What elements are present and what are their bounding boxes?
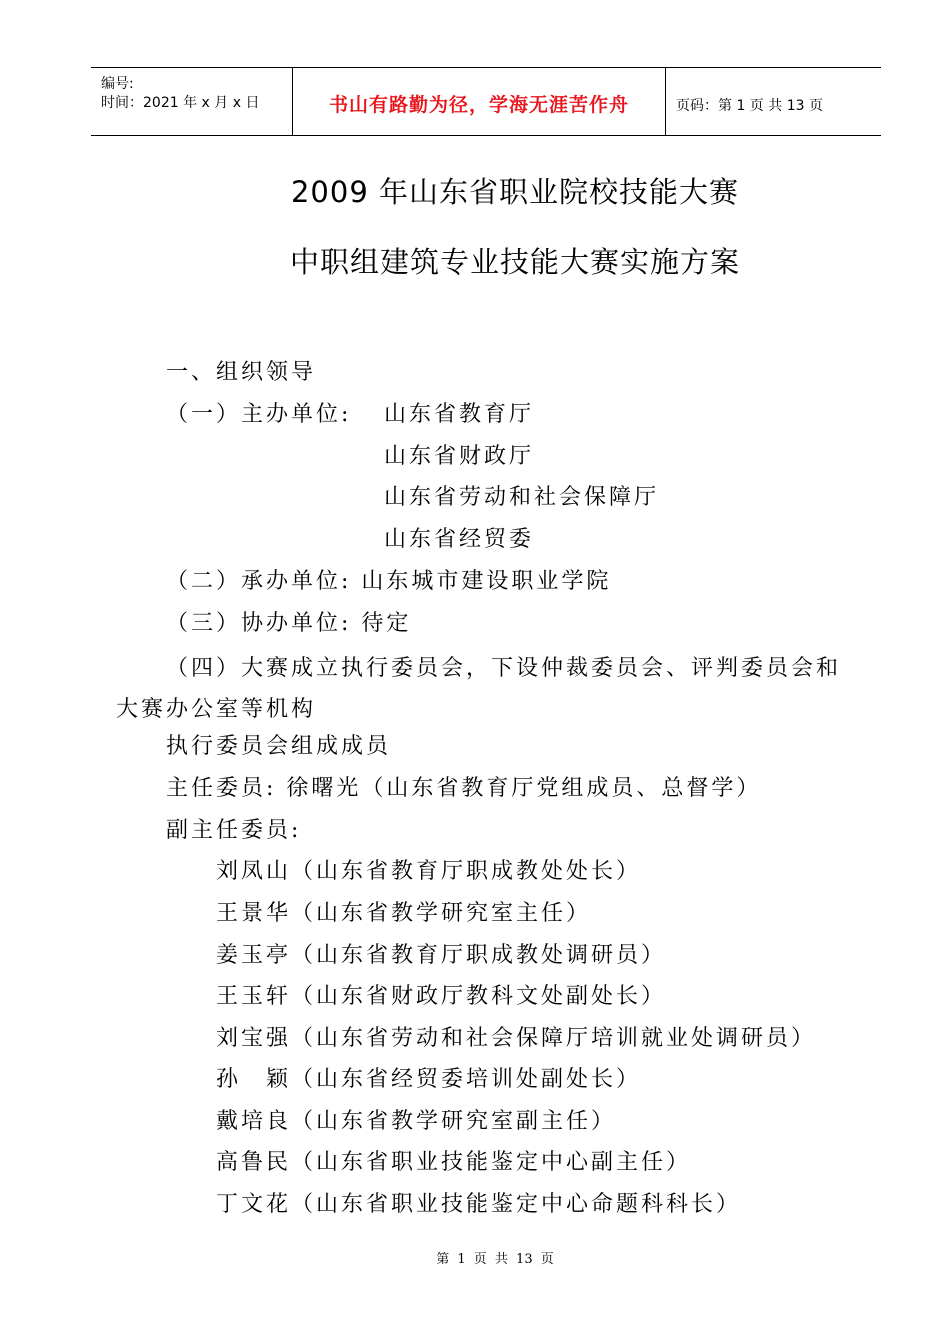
committee-line: （四）大赛成立执行委员会，下设仲裁委员会、评判委员会和 — [166, 656, 842, 681]
page-number-label: 页码：第 1 页 共 13 页 — [676, 98, 823, 114]
members-heading: 执行委员会组成成员 — [166, 734, 392, 759]
committee-line-cont: 大赛办公室等机构 — [116, 697, 317, 722]
member-line: 刘宝强（山东省劳动和社会保障厅培训就业处调研员） — [216, 1026, 817, 1051]
co-organizer-line: （三）协办单位: 待定 — [166, 611, 412, 636]
host-unit-4: 山东省经贸委 — [384, 527, 535, 552]
header-motto-cell — [293, 68, 666, 135]
page-header — [91, 67, 881, 136]
document-title-line1: 2009 年山东省职业院校技能大赛 — [290, 175, 740, 209]
header-info-cell — [91, 68, 293, 135]
deputy-heading: 副主任委员: — [166, 818, 302, 843]
section-heading: 一、组织领导 — [166, 360, 317, 385]
member-line: 戴培良（山东省教学研究室副主任） — [216, 1109, 617, 1134]
member-line: 丁文花（山东省职业技能鉴定中心命题科科长） — [216, 1192, 742, 1217]
host-unit-3: 山东省劳动和社会保障厅 — [384, 485, 660, 510]
member-line: 高鲁民（山东省职业技能鉴定中心副主任） — [216, 1150, 692, 1175]
member-line: 孙 颖（山东省经贸委培训处副处长） — [216, 1067, 642, 1092]
host-unit-label: （一）主办单位: — [166, 402, 352, 427]
motto: 书山有路勤为径，学海无涯苦作舟 — [328, 94, 629, 116]
document-title-line2: 中职组建筑专业技能大赛实施方案 — [289, 245, 740, 279]
host-unit-2: 山东省财政厅 — [384, 444, 535, 469]
member-line: 姜玉亭（山东省教育厅职成教处调研员） — [216, 943, 667, 968]
organizer-line: （二）承办单位: 山东城市建设职业学院 — [166, 569, 612, 594]
director-line: 主任委员: 徐曙光（山东省教育厅党组成员、总督学） — [166, 776, 762, 801]
page-footer: 第 1 页 共 13 页 — [436, 1252, 554, 1267]
serial-label: 编号: — [101, 76, 134, 92]
member-line: 刘凤山（山东省教育厅职成教处处长） — [216, 859, 642, 884]
member-line: 王玉轩（山东省财政厅教科文处副处长） — [216, 984, 667, 1009]
header-page-cell — [666, 68, 881, 135]
host-unit-1: 山东省教育厅 — [384, 402, 535, 427]
time-label: 时间：2021 年 x 月 x 日 — [101, 95, 260, 111]
member-line: 王景华（山东省教学研究室主任） — [216, 901, 592, 926]
